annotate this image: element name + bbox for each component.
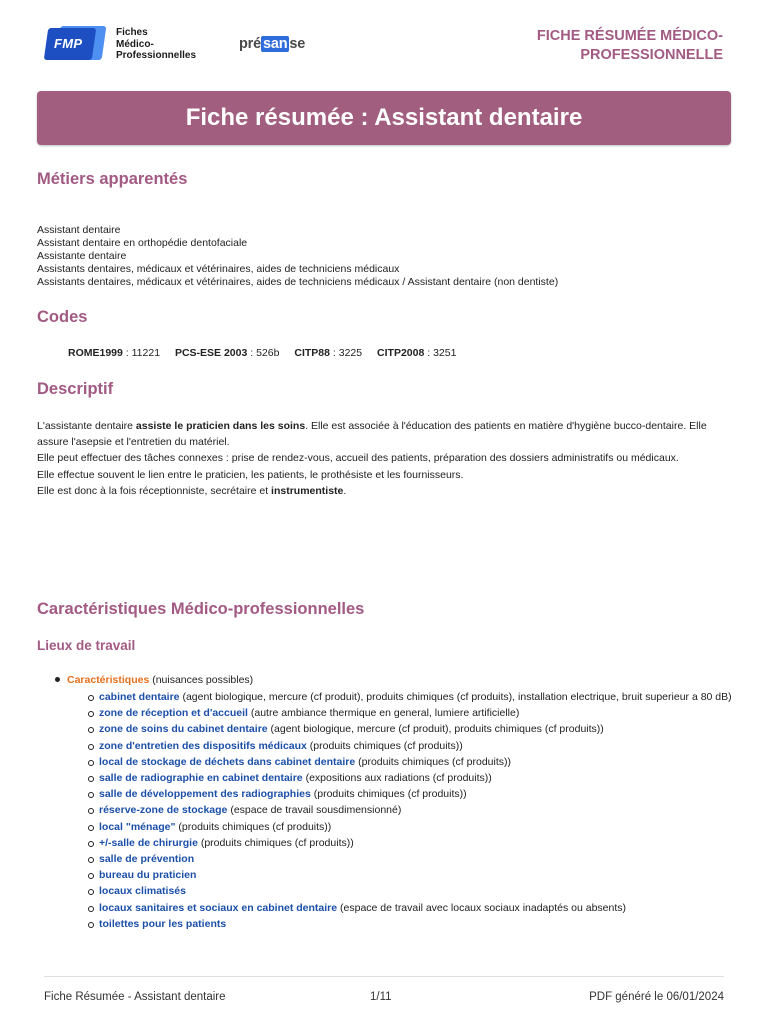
lieu-link[interactable]: local de stockage de déchets dans cabinet dentaire (99, 755, 356, 768)
lieu-item (99, 770, 739, 786)
lieu-item (99, 786, 739, 802)
lieu-link[interactable]: local "ménage" (99, 820, 176, 833)
lieu-link[interactable]: toilettes pour les patients (99, 917, 227, 930)
lieu-item (99, 721, 739, 737)
lieux-heading: Lieux de travail (37, 638, 136, 653)
descriptif-heading: Descriptif (37, 380, 114, 398)
footer-divider (44, 976, 724, 977)
lieu-item (99, 754, 739, 770)
lieu-note: (agent biologique, mercure (cf produit), produits chimiques (cf produits), installation electrique, bruit superieur a 80 dB) (179, 691, 732, 703)
presanse-logo: pré san se (239, 36, 306, 52)
lieu-item (99, 867, 739, 883)
lieu-item (99, 705, 739, 721)
lieu-link[interactable]: zone de soins du cabinet dentaire (99, 723, 268, 736)
generated-date: PDF généré le 06/01/2024 (589, 991, 724, 1003)
page-number: 1/11 (370, 991, 392, 1003)
lieu-link[interactable]: cabinet dentaire (99, 691, 180, 703)
lieu-link[interactable]: réserve-zone de stockage (99, 804, 228, 817)
lieu-note: (espace de travail avec locaux sociaux inadaptés ou absents) (337, 901, 627, 914)
lieux-list (99, 689, 739, 932)
descriptif-text (37, 418, 737, 499)
lieu-note: (produits chimiques (cf produits)) (310, 788, 467, 801)
code-item: CITP88 : 3225 (294, 347, 363, 359)
code-item: ROME1999 : 11221 (68, 347, 161, 359)
lieu-link[interactable]: locaux climatisés (99, 885, 186, 898)
caracteristiques-link[interactable]: Caractéristiques (67, 674, 150, 686)
lieu-note: (agent biologique, mercure (cf produit), produits chimiques (cf produits)) (267, 723, 604, 736)
lieu-note: (produits chimiques (cf produits)) (197, 836, 354, 849)
lieu-link[interactable]: zone de réception et d'accueil (99, 707, 248, 720)
lieu-item (99, 689, 739, 705)
codes-row (68, 347, 468, 359)
metier-item: Assistant dentaire en orthopédie dentofaciale (37, 237, 248, 249)
document-type: FICHE RÉSUMÉE MÉDICO- PROFESSIONNELLE (536, 28, 723, 63)
fmp-logo (44, 24, 106, 62)
lieu-note: (espace de travail sousdimensionné) (227, 804, 402, 817)
metier-item: Assistants dentaires, médicaux et vétérinaires, aides de techniciens médicaux (37, 263, 400, 275)
fmp-logo-title: Fiches Médico- Professionnelles (116, 27, 197, 61)
codes-heading: Codes (37, 308, 88, 326)
caracteristiques-bullet: Caractéristiques (nuisances possibles) (55, 673, 253, 688)
lieu-link[interactable]: bureau du praticien (99, 869, 197, 882)
lieu-link[interactable]: zone d'entretien des dispositifs médicaux (99, 739, 307, 752)
lieu-link[interactable]: +/-salle de chirurgie (99, 836, 198, 849)
caracteristiques-heading: Caractéristiques Médico-professionnelles (37, 600, 365, 618)
lieu-note: (produits chimiques (cf produits)) (355, 755, 511, 768)
code-item: PCS-ESE 2003 : 526b (174, 347, 280, 359)
lieu-item (99, 916, 739, 932)
metier-item: Assistants dentaires, médicaux et vétérinaires, aides de techniciens médicaux / Assistant dentaire (non dentiste) (37, 276, 559, 288)
metiers-heading: Métiers apparentés (37, 170, 188, 188)
code-item: CITP2008 : 3251 (377, 347, 457, 359)
lieu-item (99, 738, 739, 754)
lieu-item (99, 851, 739, 867)
metiers-list (37, 224, 558, 289)
metier-item: Assistant dentaire (37, 224, 121, 236)
lieu-note: (produits chimiques (cf produits)) (175, 820, 332, 833)
lieu-link[interactable]: salle de radiographie en cabinet dentaire (99, 772, 303, 785)
lieu-link[interactable]: salle de prévention (99, 853, 195, 866)
bullet-dot-icon (55, 677, 60, 682)
lieu-item (99, 835, 739, 851)
title-banner (37, 91, 731, 145)
descriptif-paragraph: Elle peut effectuer des tâches connexes : prise de rendez-vous, accueil des patients, préparation des dossiers administratifs ou médicaux. (37, 452, 679, 465)
lieu-note: (autre ambiance thermique en general, lumiere artificielle) (247, 707, 520, 720)
page-title: Fiche résumée : Assistant dentaire (185, 104, 583, 131)
descriptif-paragraph: Elle est donc à la fois réceptionniste, secrétaire et instrumentiste. (37, 484, 347, 497)
page-header (0, 0, 768, 85)
footer-title: Fiche Résumée - Assistant dentaire (44, 991, 226, 1003)
lieu-link[interactable]: salle de développement des radiographies (99, 788, 311, 801)
descriptif-paragraph: Elle effectue souvent le lien entre le praticien, les patients, le prothésiste et les fournisseurs. (37, 468, 464, 481)
lieu-note: (expositions aux radiations (cf produits)) (302, 772, 492, 785)
metier-item: Assistante dentaire (37, 250, 127, 262)
lieu-item (99, 819, 739, 835)
fmp-logo-text: FMP (54, 36, 83, 51)
lieu-item (99, 883, 739, 899)
lieu-item (99, 900, 739, 916)
descriptif-paragraph: L'assistante dentaire assiste le praticien dans les soins. Elle est associée à l'éducation des patients en matière d'hygiène bucco-dentaire. Elle assure l'asepsie et l'entretien du matériel. (37, 420, 707, 449)
lieu-note: (produits chimiques (cf produits)) (306, 739, 463, 752)
lieu-item (99, 802, 739, 818)
lieu-link[interactable]: locaux sanitaires et sociaux en cabinet dentaire (99, 901, 338, 914)
